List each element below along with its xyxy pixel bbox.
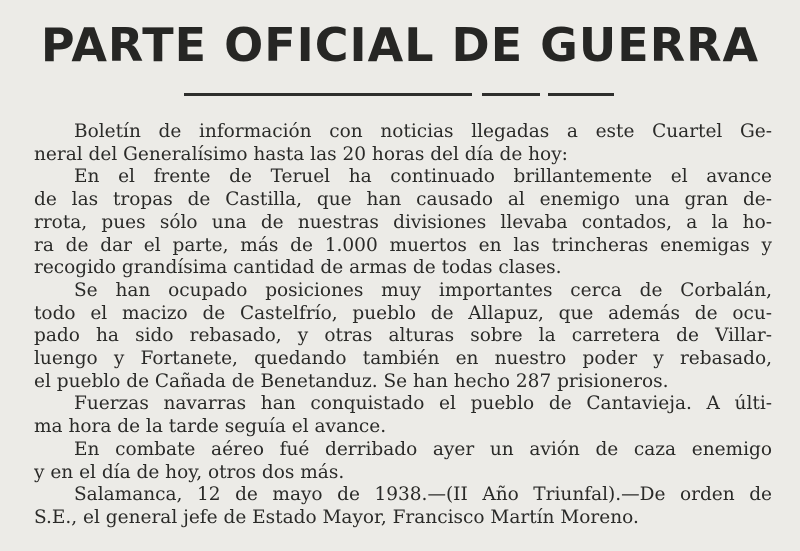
text-line: neral del Generalísimo hasta las 20 horas del día de hoy:	[34, 143, 568, 165]
rule-segment	[548, 93, 614, 96]
text-line: y en el día de hoy, otros dos más.	[34, 461, 345, 483]
text-line: de las tropas de Castilla, que han causado al enemigo una gran de-	[34, 189, 772, 211]
text-line: recogido grandísima cantidad de armas de todas clases.	[34, 257, 562, 279]
paragraph-air-combat	[34, 439, 772, 484]
text-line: todo el macizo de Castelfrío, pueblo de Allapuz, que además de ocu-	[34, 302, 772, 324]
text-line: pado ha sido rebasado, y otras alturas sobre la carretera de Villar-	[34, 325, 772, 347]
text-line: En el frente de Teruel ha continuado brillantemente el avance	[74, 166, 772, 188]
paragraph-signature	[34, 484, 772, 529]
rule-segment	[482, 93, 540, 96]
text-line: ra de dar el parte, más de 1.000 muertos en las trincheras enemigas y	[34, 234, 772, 256]
text-line: rrota, pues sólo una de nuestras divisiones llevaba contados, a la ho-	[34, 211, 772, 233]
headline-rule	[184, 93, 614, 99]
text-line: el pueblo de Cañada de Benetanduz. Se han hecho 287 prisioneros.	[34, 370, 669, 392]
paragraph-positions	[34, 280, 772, 394]
headline: PARTE OFICIAL DE GUERRA	[40, 18, 760, 72]
text-line: ma hora de la tarde seguía el avance.	[34, 416, 387, 438]
rule-segment	[184, 93, 472, 96]
text-line: Boletín de información con noticias llegadas a este Cuartel Ge-	[74, 121, 772, 142]
text-line: Salamanca, 12 de mayo de 1938.—(II Año Triunfal).—De orden de	[74, 484, 772, 506]
article-body	[34, 121, 772, 530]
text-line: luengo y Fortanete, quedando también en nuestro poder y rebasado,	[34, 348, 772, 370]
paragraph-navarras	[34, 393, 772, 438]
text-line: S.E., el general jefe de Estado Mayor, Francisco Martín Moreno.	[34, 506, 639, 528]
text-line: En combate aéreo fué derribado ayer un avión de caza enemigo	[74, 438, 772, 460]
paragraph-teruel	[34, 166, 772, 280]
text-line: Se han ocupado posiciones muy importantes cerca de Corbalán,	[74, 279, 772, 301]
text-line: Fuerzas navarras han conquistado el pueblo de Cantavieja. A últi-	[74, 393, 772, 415]
paragraph-intro	[34, 121, 772, 166]
